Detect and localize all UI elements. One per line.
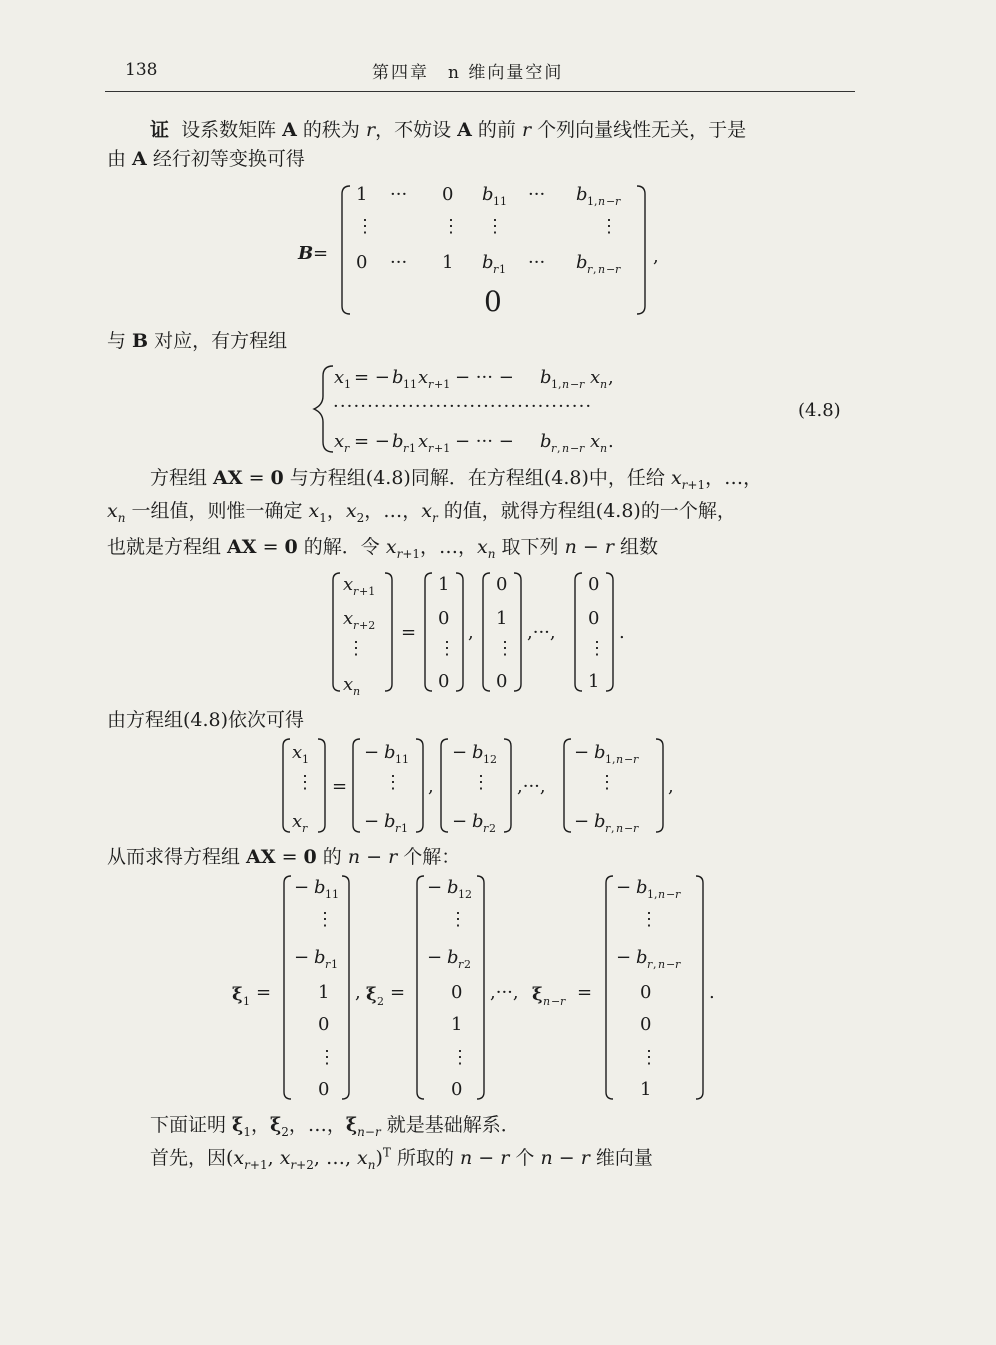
svg-text:−: − <box>364 742 380 763</box>
svg-text:+1: +1 <box>359 585 376 598</box>
svg-text:.: . <box>619 622 625 643</box>
chosen-values-display <box>343 574 625 698</box>
svg-text:2: 2 <box>489 822 496 835</box>
svg-text:x: x <box>292 811 303 832</box>
svg-text:n: n <box>562 378 570 391</box>
svg-text:−: − <box>427 947 443 968</box>
matrix-b-comma: , <box>653 246 659 267</box>
svg-text:11: 11 <box>325 888 339 901</box>
svg-text:r: r <box>633 753 639 766</box>
svg-text:x: x <box>292 742 303 763</box>
svg-text:1: 1 <box>442 252 454 273</box>
svg-text:−: − <box>574 811 590 832</box>
svg-text:b: b <box>636 877 648 898</box>
svg-text:1: 1 <box>438 574 450 595</box>
svg-text:− ··· −: − ··· − <box>455 367 514 388</box>
matrix-b-equals: = <box>313 243 329 264</box>
svg-text:1: 1 <box>499 263 506 276</box>
para2-line-1: 方程组 AX = 0 与方程组(4.8)同解．在方程组(4.8)中，任给 $x_{r+1}$，…， <box>150 467 763 492</box>
svg-text:r: r <box>344 442 350 455</box>
svg-text:x: x <box>418 431 429 452</box>
svg-text:1,: 1, <box>551 378 562 391</box>
svg-text:⋮: ⋮ <box>486 216 504 237</box>
svg-text:= −: = − <box>354 367 390 388</box>
svg-text:x: x <box>343 574 354 595</box>
svg-text:0: 0 <box>588 608 600 629</box>
svg-text:r: r <box>395 822 401 835</box>
svg-text:r: r <box>403 442 409 455</box>
svg-text:b: b <box>314 947 326 968</box>
svg-text:r: r <box>458 958 464 971</box>
svg-text:r: r <box>560 995 566 1008</box>
svg-text:−: − <box>570 442 580 455</box>
svg-text:n: n <box>600 378 608 391</box>
svg-text:− ··· −: − ··· − <box>455 431 514 452</box>
svg-text:0: 0 <box>442 184 454 205</box>
svg-text:⋮: ⋮ <box>356 216 374 237</box>
svg-text:0: 0 <box>356 252 368 273</box>
equation-system <box>333 367 841 455</box>
svg-text:+1: +1 <box>434 442 451 455</box>
para2-line-3: 也就是方程组 AX = 0 的解．令 $x_{r+1}$，…，$x_n$ 取下列 n − r 组数 <box>107 536 658 561</box>
svg-text:1: 1 <box>451 1014 463 1035</box>
svg-text:n: n <box>598 263 606 276</box>
svg-text:1,: 1, <box>587 195 598 208</box>
svg-text:b: b <box>392 431 404 452</box>
svg-text:···: ··· <box>390 184 408 205</box>
svg-text:⋮: ⋮ <box>600 216 618 237</box>
svg-text:n: n <box>658 888 666 901</box>
svg-text:⋮: ⋮ <box>318 1047 336 1068</box>
svg-text:⋮: ⋮ <box>451 1047 469 1068</box>
svg-text:⋮: ⋮ <box>442 216 460 237</box>
svg-text:=: = <box>390 982 406 1003</box>
xi-2-label: ξ <box>366 984 377 1005</box>
svg-text:⋮: ⋮ <box>640 909 658 930</box>
svg-text:−: − <box>624 822 634 835</box>
svg-text:−: − <box>606 263 616 276</box>
svg-text:⋮: ⋮ <box>472 772 490 793</box>
svg-text:⋮: ⋮ <box>640 1047 658 1068</box>
svg-text:b: b <box>636 947 648 968</box>
svg-text:r: r <box>493 263 499 276</box>
svg-text:−: − <box>606 195 616 208</box>
svg-text:r: r <box>579 442 585 455</box>
svg-text:−: − <box>666 888 676 901</box>
svg-text:1: 1 <box>640 1079 652 1100</box>
svg-text:0: 0 <box>451 982 463 1003</box>
svg-text:=: = <box>256 982 272 1003</box>
svg-text:,: , <box>355 982 361 1003</box>
svg-text:,···,: ,···, <box>490 982 519 1003</box>
svg-text:−: − <box>616 877 632 898</box>
svg-text:x: x <box>590 431 601 452</box>
svg-text:r: r <box>675 958 681 971</box>
svg-text:−: − <box>570 378 580 391</box>
svg-text:1: 1 <box>588 671 600 692</box>
svg-text:b: b <box>576 184 588 205</box>
svg-text:,: , <box>608 367 614 388</box>
svg-text:1: 1 <box>409 442 416 455</box>
svg-text:b: b <box>540 367 552 388</box>
svg-text:= −: = − <box>354 431 390 452</box>
svg-text:11: 11 <box>403 378 417 391</box>
svg-text:···: ··· <box>528 252 546 273</box>
svg-text:b: b <box>482 184 494 205</box>
svg-text:n: n <box>353 685 361 698</box>
svg-text:−: − <box>574 742 590 763</box>
svg-text:r: r <box>647 958 653 971</box>
svg-text:x: x <box>334 431 345 452</box>
svg-text:=: = <box>401 622 417 643</box>
matrix-b-label: B <box>298 243 314 264</box>
svg-text:−: − <box>624 753 634 766</box>
intro-line-1: 证 设系数矩阵 A 的秩为 r，不妨设 A 的前 r 个列向量线性无关，于是 <box>150 119 747 141</box>
svg-text:,: , <box>653 958 657 971</box>
svg-text:r: r <box>605 822 611 835</box>
svg-text:.: . <box>608 431 614 452</box>
svg-text:1: 1 <box>344 378 351 391</box>
svg-text:,···,: ,···, <box>527 622 556 643</box>
para2-line-2: $x_n$ 一组值，则惟一确定 $x_1$，$x_2$，…，$x_r$ 的值，就得方程组(4.8)的一个解， <box>107 500 736 525</box>
svg-text:r: r <box>302 822 308 835</box>
svg-text:.: . <box>709 982 715 1003</box>
chapter-title: 第四章 n 维向量空间 <box>372 63 564 83</box>
svg-text:n: n <box>562 442 570 455</box>
svg-text:b: b <box>576 252 588 273</box>
svg-text:−: − <box>294 877 310 898</box>
svg-text:⋮: ⋮ <box>316 909 334 930</box>
svg-text:······························: ······································ <box>333 396 593 417</box>
svg-text:−: − <box>551 995 561 1008</box>
svg-text:,: , <box>468 622 474 643</box>
svg-text:n: n <box>600 442 608 455</box>
svg-text:b: b <box>594 811 606 832</box>
svg-text:x: x <box>343 608 354 629</box>
svg-text:r: r <box>615 263 621 276</box>
svg-text:1,: 1, <box>647 888 658 901</box>
svg-text:0: 0 <box>438 671 450 692</box>
svg-text:b: b <box>447 877 459 898</box>
solution-vectors <box>232 877 715 1100</box>
svg-text:2: 2 <box>377 995 384 1008</box>
svg-text:x: x <box>418 367 429 388</box>
svg-text:⋮: ⋮ <box>384 772 402 793</box>
svg-text:−: − <box>452 811 468 832</box>
resulting-values-display <box>292 742 674 835</box>
svg-text:b: b <box>482 252 494 273</box>
svg-text:11: 11 <box>395 753 409 766</box>
svg-text:,: , <box>428 776 434 797</box>
svg-text:=: = <box>332 776 348 797</box>
svg-text:b: b <box>594 742 606 763</box>
svg-text:+1: +1 <box>434 378 451 391</box>
svg-text:n: n <box>658 958 666 971</box>
svg-text:n: n <box>616 753 624 766</box>
svg-text:⋮: ⋮ <box>296 772 314 793</box>
xi-1-label: ξ <box>232 984 243 1005</box>
svg-text:r: r <box>428 442 434 455</box>
svg-text:⋮: ⋮ <box>496 638 514 659</box>
svg-text:b: b <box>472 742 484 763</box>
svg-text:,···,: ,···, <box>517 776 546 797</box>
svg-text:n: n <box>616 822 624 835</box>
svg-text:=: = <box>577 982 593 1003</box>
svg-text:−: − <box>294 947 310 968</box>
svg-text:b: b <box>472 811 484 832</box>
svg-text:0: 0 <box>451 1079 463 1100</box>
svg-text:−: − <box>427 877 443 898</box>
para6: 首先，因($x_{r+1}$, $x_{r+2}$, …, $x_n)^T$ 所取的 n − r 个 n − r 维向量 <box>150 1145 653 1172</box>
svg-text:1: 1 <box>356 184 368 205</box>
svg-text:b: b <box>447 947 459 968</box>
svg-text:x: x <box>590 367 601 388</box>
svg-text:,: , <box>593 263 597 276</box>
svg-text:r: r <box>325 958 331 971</box>
svg-text:x: x <box>343 674 354 695</box>
matrix-b-zero-block: 0 <box>484 285 502 318</box>
svg-text:x: x <box>334 367 345 388</box>
svg-text:···: ··· <box>528 184 546 205</box>
svg-text:0: 0 <box>318 1079 330 1100</box>
svg-text:⋮: ⋮ <box>438 638 456 659</box>
svg-text:⋮: ⋮ <box>347 638 365 659</box>
svg-text:2: 2 <box>464 958 471 971</box>
svg-text:r: r <box>353 619 359 632</box>
svg-text:−: − <box>616 947 632 968</box>
svg-text:−: − <box>666 958 676 971</box>
svg-text:⋮: ⋮ <box>449 909 467 930</box>
para5: 下面证明 $\xi_1$，$\xi_2$，…，$\xi_{n-r}$ 就是基础解系． <box>150 1114 520 1139</box>
svg-text:n: n <box>543 995 551 1008</box>
svg-text:0: 0 <box>496 671 508 692</box>
svg-text:···: ··· <box>390 252 408 273</box>
svg-text:r: r <box>551 442 557 455</box>
svg-text:b: b <box>392 367 404 388</box>
svg-text:b: b <box>540 431 552 452</box>
svg-text:r: r <box>587 263 593 276</box>
equation-number: (4.8) <box>798 400 841 421</box>
svg-text:1: 1 <box>318 982 330 1003</box>
svg-text:r: r <box>428 378 434 391</box>
svg-text:,: , <box>557 442 561 455</box>
svg-text:,: , <box>668 776 674 797</box>
svg-text:0: 0 <box>588 574 600 595</box>
svg-text:0: 0 <box>640 982 652 1003</box>
svg-text:⋮: ⋮ <box>588 638 606 659</box>
svg-text:12: 12 <box>483 753 497 766</box>
svg-text:−: − <box>452 742 468 763</box>
svg-text:b: b <box>384 811 396 832</box>
svg-text:12: 12 <box>458 888 472 901</box>
svg-text:+2: +2 <box>359 619 376 632</box>
svg-text:r: r <box>579 378 585 391</box>
svg-text:1: 1 <box>331 958 338 971</box>
svg-text:r: r <box>615 195 621 208</box>
svg-text:b: b <box>384 742 396 763</box>
system-intro: 与 B 对应，有方程组 <box>107 330 288 352</box>
intro-line-2: 由 A 经行初等变换可得 <box>107 148 305 170</box>
svg-text:11: 11 <box>493 195 507 208</box>
svg-text:r: r <box>483 822 489 835</box>
svg-text:−: − <box>364 811 380 832</box>
svg-text:1,: 1, <box>605 753 616 766</box>
svg-text:r: r <box>675 888 681 901</box>
proof-lead: 证 <box>150 119 170 141</box>
svg-text:1: 1 <box>243 995 250 1008</box>
svg-text:0: 0 <box>438 608 450 629</box>
svg-text:0: 0 <box>496 574 508 595</box>
svg-text:n: n <box>598 195 606 208</box>
svg-text:0: 0 <box>318 1014 330 1035</box>
svg-text:1: 1 <box>401 822 408 835</box>
xi-n-r-label: ξ <box>532 984 543 1005</box>
para4: 从而求得方程组 AX = 0 的 n − r 个解： <box>107 846 461 868</box>
svg-text:,: , <box>611 822 615 835</box>
para3: 由方程组(4.8)依次可得 <box>107 709 305 731</box>
svg-text:1: 1 <box>302 753 309 766</box>
svg-text:1: 1 <box>496 608 508 629</box>
svg-text:⋮: ⋮ <box>598 772 616 793</box>
svg-text:r: r <box>633 822 639 835</box>
svg-text:b: b <box>314 877 326 898</box>
matrix-b <box>297 184 659 318</box>
svg-text:0: 0 <box>640 1014 652 1035</box>
svg-text:r: r <box>353 585 359 598</box>
page-number: 138 <box>125 60 158 80</box>
